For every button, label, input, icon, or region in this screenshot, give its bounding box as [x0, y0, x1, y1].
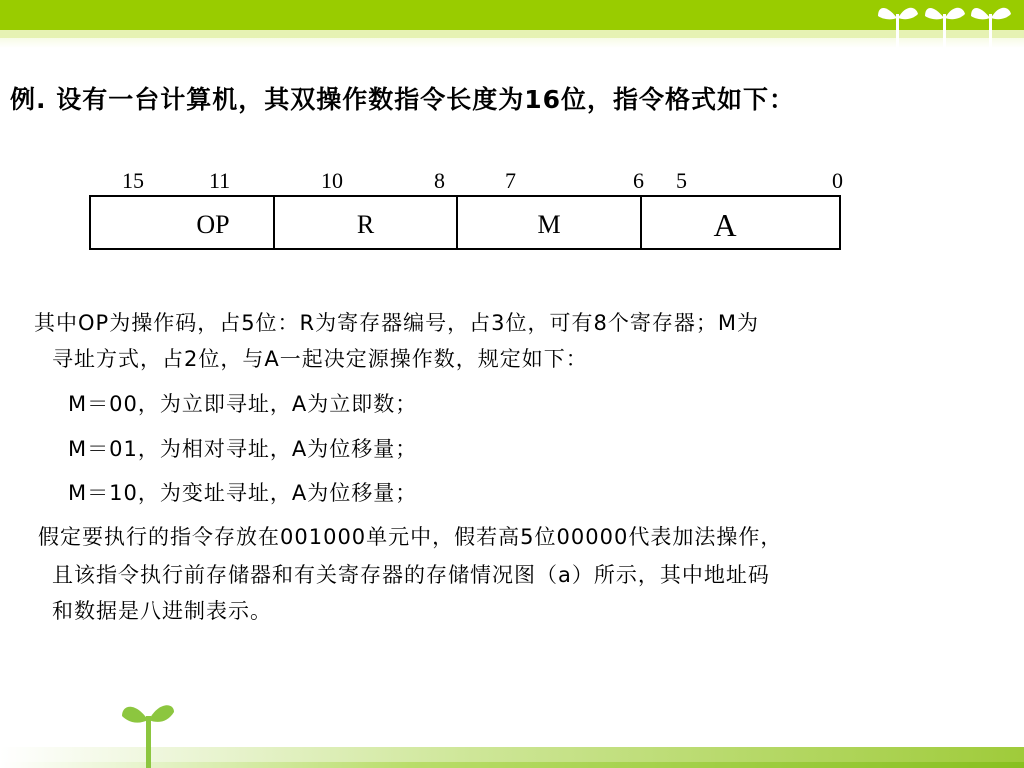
description-line-1: 其中OP为操作码，占5位：R为寄存器编号，占3位，可有8个寄存器；M为 — [34, 311, 759, 335]
top-band-fade — [0, 38, 1024, 48]
bit-number-15: 15 — [122, 168, 144, 193]
field-a: A — [713, 207, 737, 243]
bit-number-5: 5 — [676, 168, 687, 193]
bit-number-10: 10 — [321, 168, 343, 193]
description-line-3: 假定要执行的指令存放在001000单元中，假若高5位00000代表加法操作， — [38, 525, 783, 549]
field-r: R — [356, 210, 375, 239]
bit-number-0: 0 — [832, 168, 843, 193]
bit-number-8: 8 — [434, 168, 445, 193]
rule-relative: M＝01，为相对寻址，A为位移量； — [68, 437, 418, 461]
sprouts-decoration-icon — [876, 0, 1016, 70]
rule-indexed: M＝10，为变址寻址，A为位移量； — [68, 481, 418, 505]
bit-number-6: 6 — [633, 168, 644, 193]
slide-title: 例. 设有一台计算机，其双操作数指令长度为16位，指令格式如下： — [10, 85, 795, 114]
rule-immediate: M＝00，为立即寻址，A为立即数； — [68, 392, 418, 416]
sprout-icon — [118, 698, 178, 768]
description-line-2: 寻址方式，占2位，与A一起决定源操作数，规定如下： — [52, 347, 588, 371]
description-line-4: 且该指令执行前存储器和有关寄存器的存储情况图（a）所示，其中地址码 — [52, 563, 770, 587]
top-band-light — [0, 30, 1024, 38]
bit-number-11: 11 — [209, 168, 231, 193]
field-m: M — [537, 210, 561, 239]
bit-number-7: 7 — [505, 168, 516, 193]
top-band — [0, 0, 1024, 30]
field-op: OP — [196, 210, 230, 239]
instruction-format-box — [89, 195, 841, 250]
description-line-5: 和数据是八进制表示。 — [52, 599, 272, 623]
